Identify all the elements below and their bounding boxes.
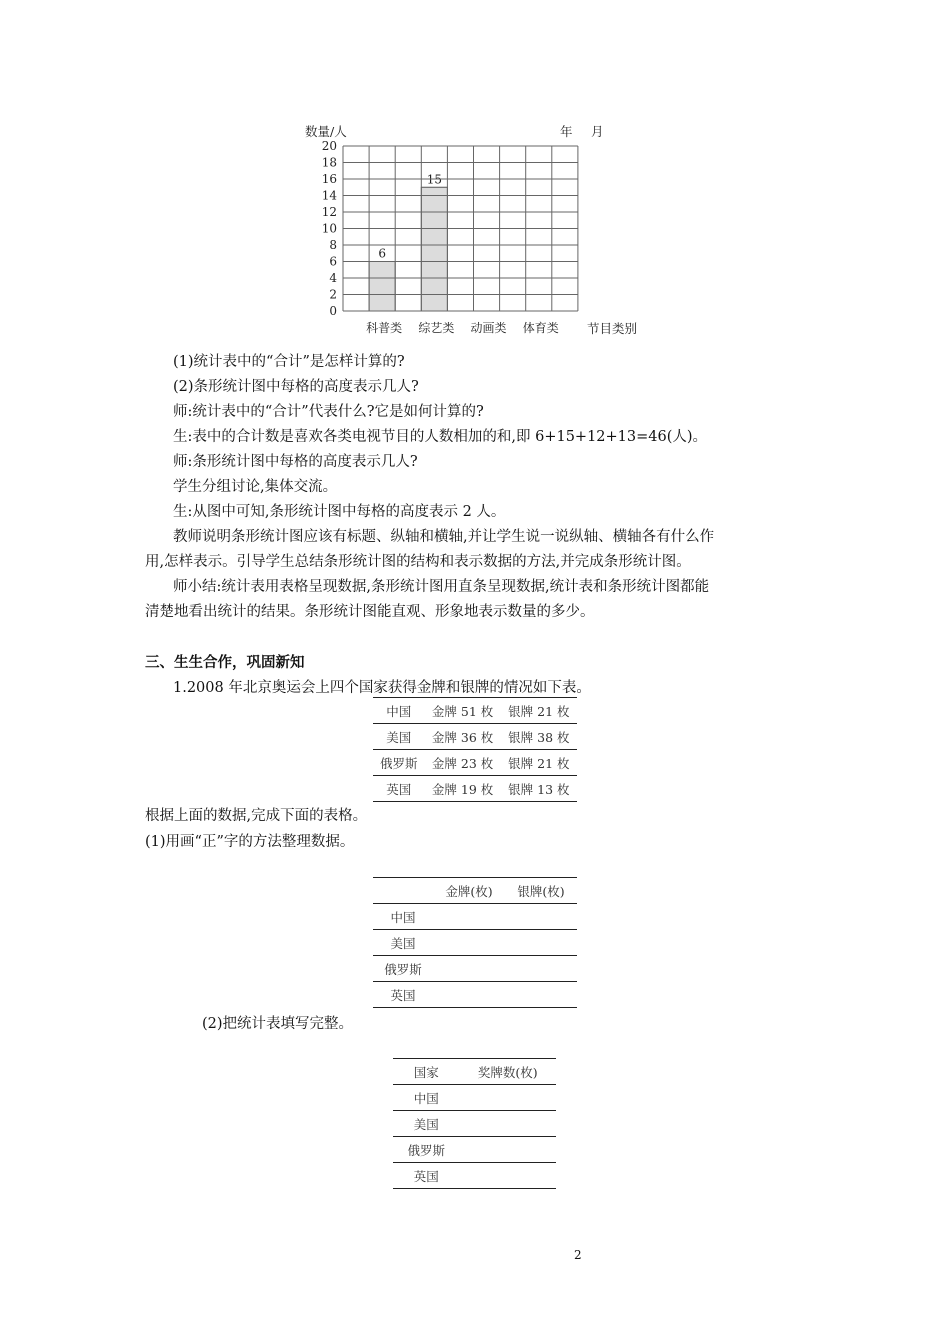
- y-tick-label: 6: [329, 254, 337, 269]
- text-line: 生:从图中可知,条形统计图中每格的高度表示 2 人。: [173, 504, 506, 520]
- text-line: 师小结:统计表用表格呈现数据,条形统计图用直条呈现数据,统计表和条形统计图都能: [173, 579, 710, 595]
- date-label-month: 月: [591, 124, 604, 139]
- exercise-text: 1.2008 年北京奥运会上四个国家获得金牌和银牌的情况如下表。: [173, 680, 591, 696]
- text-line: 师:条形统计图中每格的高度表示几人?: [173, 454, 418, 470]
- data-label: 15: [426, 172, 442, 187]
- text-line: 师:统计表中的“合计”代表什么?它是如何计算的?: [173, 404, 484, 420]
- table-row: 英国 金牌 19 枚 银牌 13 枚: [373, 776, 577, 802]
- tally-table: 金牌(枚) 银牌(枚) 中国 美国 俄罗斯 英国: [373, 877, 577, 1008]
- page-number: 2: [574, 1248, 582, 1262]
- table-row: 俄罗斯: [393, 1137, 556, 1163]
- total-table: 国家 奖牌数(枚) 中国 美国 俄罗斯 英国: [393, 1058, 556, 1189]
- x-tick-label: 动画类: [470, 321, 507, 335]
- table-row: 中国: [393, 1085, 556, 1111]
- question-2: (2)把统计表填写完整。: [202, 1016, 354, 1032]
- table-row: 俄罗斯: [373, 956, 577, 982]
- y-tick-label: 12: [321, 205, 337, 219]
- date-label-year: 年: [560, 124, 573, 139]
- table-row: 美国 金牌 36 枚 银牌 38 枚: [373, 724, 577, 750]
- medal-table: [373, 697, 577, 802]
- table-row: 中国 金牌 51 枚 银牌 21 枚: [373, 698, 577, 724]
- table-row: 俄罗斯 金牌 23 枚 银牌 21 枚: [373, 750, 577, 776]
- y-tick-label: 8: [329, 238, 337, 252]
- y-tick-label: 4: [329, 271, 337, 285]
- x-tick-label: 体育类: [522, 321, 559, 335]
- text-line: 教师说明条形统计图应该有标题、纵轴和横轴,并让学生说一说纵轴、横轴各有什么作: [173, 529, 715, 545]
- text-line: 学生分组讨论,集体交流。: [173, 479, 338, 495]
- x-tick-label: 综艺类: [418, 321, 455, 335]
- y-axis-label: 数量/人: [305, 124, 347, 139]
- data-label: 6: [378, 246, 386, 261]
- y-tick-label: 20: [321, 139, 337, 153]
- text-line: (2)条形统计图中每格的高度表示几人?: [173, 379, 419, 395]
- y-tick-label: 18: [321, 155, 337, 170]
- table-row: 英国: [393, 1163, 556, 1189]
- text-line: 清楚地看出统计的结果。条形统计图能直观、形象地表示数量的多少。: [145, 604, 595, 620]
- y-tick-label: 0: [329, 304, 337, 318]
- table-row: 英国: [373, 982, 577, 1008]
- bar: [369, 262, 395, 312]
- table-row: 中国: [373, 904, 577, 930]
- instruction-text: 根据上面的数据,完成下面的表格。: [145, 808, 368, 824]
- section-heading: 三、生生合作，巩固新知: [145, 655, 305, 671]
- text-line: (1)统计表中的“合计”是怎样计算的?: [173, 354, 405, 370]
- table-row: 美国: [373, 930, 577, 956]
- y-tick-label: 14: [321, 188, 337, 203]
- x-tick-label: 科普类: [366, 321, 403, 335]
- y-tick-label: 16: [321, 172, 337, 186]
- text-line: 用,怎样表示。引导学生总结条形统计图的结构和表示数据的方法,并完成条形统计图。: [145, 554, 691, 570]
- question-1: (1)用画“正”字的方法整理数据。: [145, 834, 355, 850]
- text-line: 生:表中的合计数是喜欢各类电视节目的人数相加的和,即 6+15+12+13=46(人)。: [173, 429, 708, 445]
- y-tick-label: 10: [321, 221, 337, 236]
- bar-chart: [295, 115, 665, 345]
- table-row: 美国: [393, 1111, 556, 1137]
- bar: [421, 187, 447, 311]
- y-tick-label: 2: [329, 287, 337, 302]
- x-axis-label: 节目类别: [587, 321, 638, 336]
